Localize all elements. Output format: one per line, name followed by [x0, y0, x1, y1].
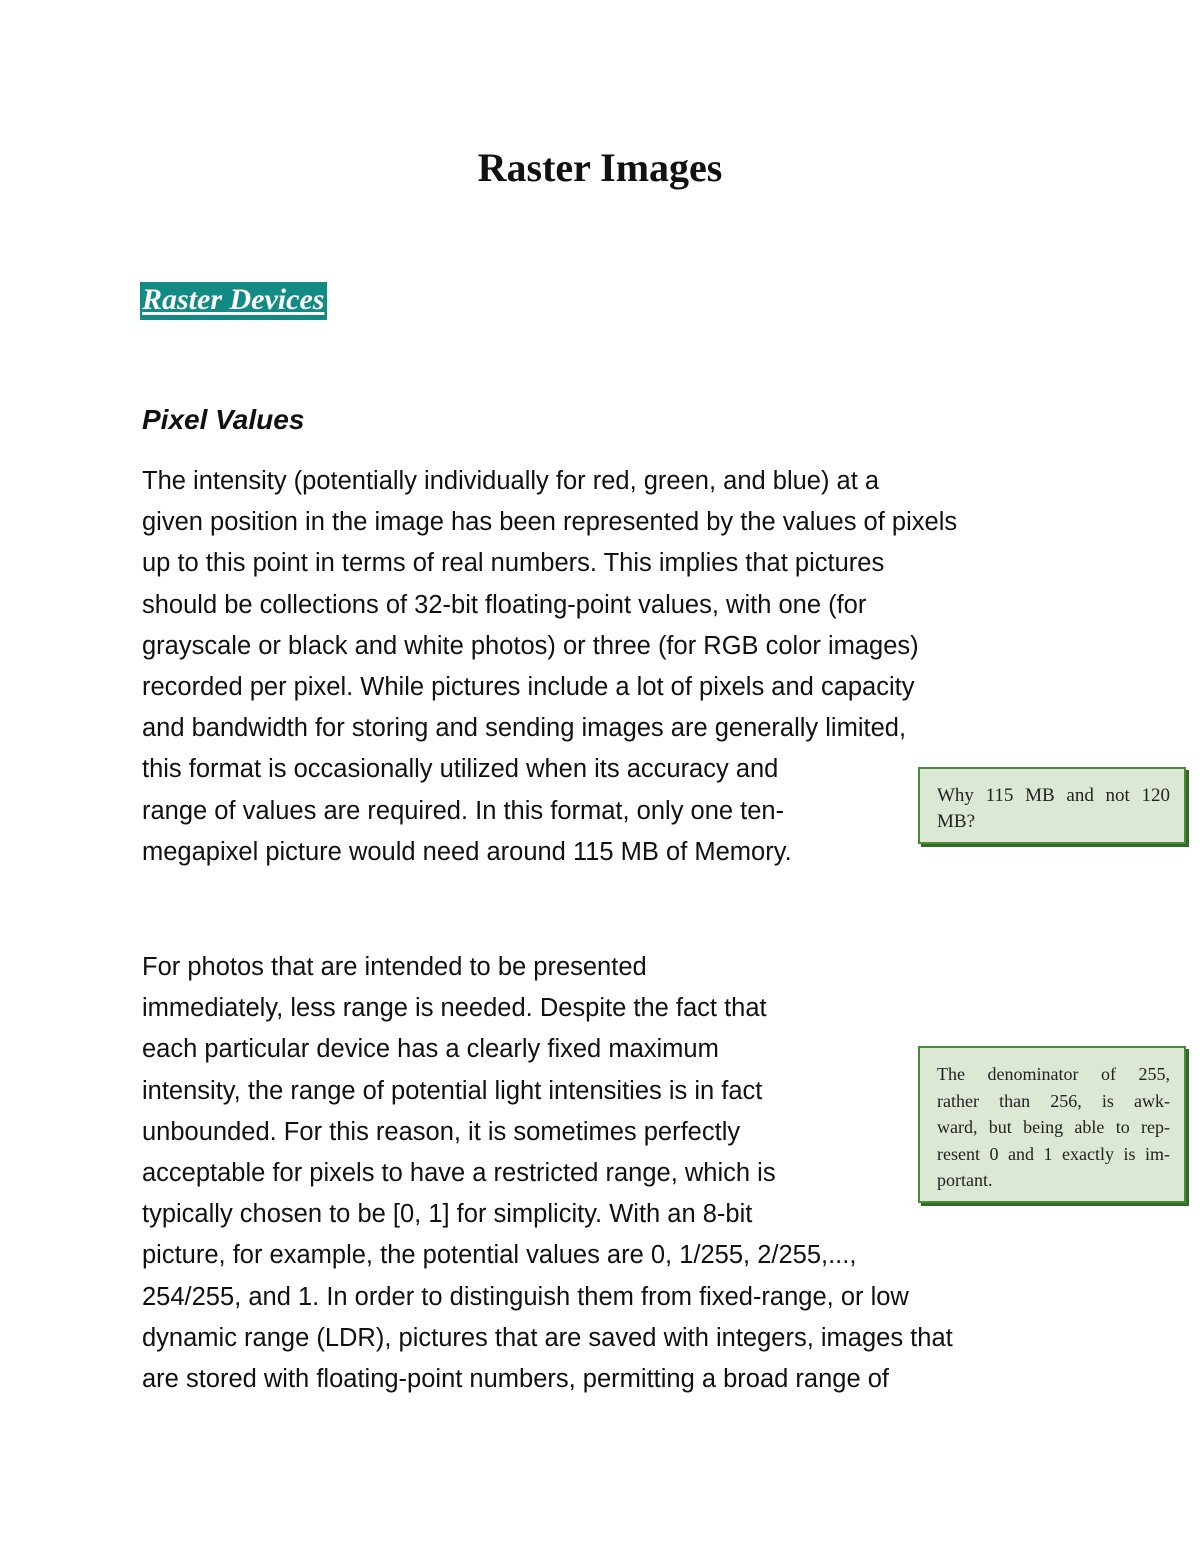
paragraph-line: intensity, the range of potential light intensities is in fact [142, 1076, 763, 1105]
sidenote-line: resent 0 and 1 exactly is im- [937, 1143, 1170, 1164]
paragraph-line: are stored with floating-point numbers, permitting a broad range of [142, 1364, 889, 1393]
paragraph-range [142, 947, 953, 1400]
paragraph-line: recorded per pixel. While pictures include a lot of pixels and capacity [142, 672, 915, 701]
paragraph-line: range of values are required. In this format, only one ten- [142, 796, 785, 825]
paragraph-line: typically chosen to be [0, 1] for simplicity. With an 8-bit [142, 1200, 753, 1229]
sidenote-line: MB? [937, 811, 975, 832]
paragraph-line: 254/255, and 1. In order to distinguish them from fixed-range, or low [142, 1282, 909, 1311]
paragraph-line: immediately, less range is needed. Despite the fact that [142, 994, 767, 1023]
section-heading-raster-devices: Raster Devices [140, 282, 327, 320]
paragraph-line: unbounded. For this reason, it is sometimes perfectly [142, 1117, 741, 1146]
paragraph-line: should be collections of 32-bit floating-point values, with one (for [142, 590, 867, 619]
paragraph-line: picture, for example, the potential values are 0, 1/255, 2/255,..., [142, 1241, 857, 1270]
sidenote-denominator [918, 1046, 1186, 1203]
paragraph-line: dynamic range (LDR), pictures that are saved with integers, images that [142, 1323, 953, 1352]
sidenote-line: portant. [937, 1170, 993, 1190]
paragraph-pixel-values [142, 461, 957, 873]
paragraph-line: grayscale or black and white photos) or three (for RGB color images) [142, 631, 919, 660]
sub-heading-pixel-values: Pixel Values [142, 404, 305, 435]
sidenote-115mb [918, 767, 1186, 844]
paragraph-line: this format is occasionally utilized when its accuracy and [142, 755, 779, 784]
paragraph-line: The intensity (potentially individually for red, green, and blue) at a [142, 467, 880, 495]
paragraph-line: For photos that are intended to be presented [142, 953, 647, 981]
paragraph-line: megapixel picture would need around 115 MB of Memory. [142, 837, 792, 866]
sidenote-line: The denominator of 255, [937, 1064, 1170, 1084]
paragraph-line: and bandwidth for storing and sending images are generally limited, [142, 714, 907, 743]
sidenote-line: ward, but being able to rep- [937, 1117, 1170, 1137]
paragraph-line: acceptable for pixels to have a restricted range, which is [142, 1158, 776, 1187]
paragraph-line: up to this point in terms of real numbers. This implies that pictures [142, 549, 885, 578]
paragraph-line: each particular device has a clearly fixed maximum [142, 1035, 719, 1064]
sidenote-line: rather than 256, is awk- [937, 1090, 1170, 1111]
sidenote-line: Why 115 MB and not 120 [937, 785, 1170, 806]
paragraph-line: given position in the image has been represented by the values of pixels [142, 508, 958, 537]
page-title: Raster Images [477, 145, 723, 190]
